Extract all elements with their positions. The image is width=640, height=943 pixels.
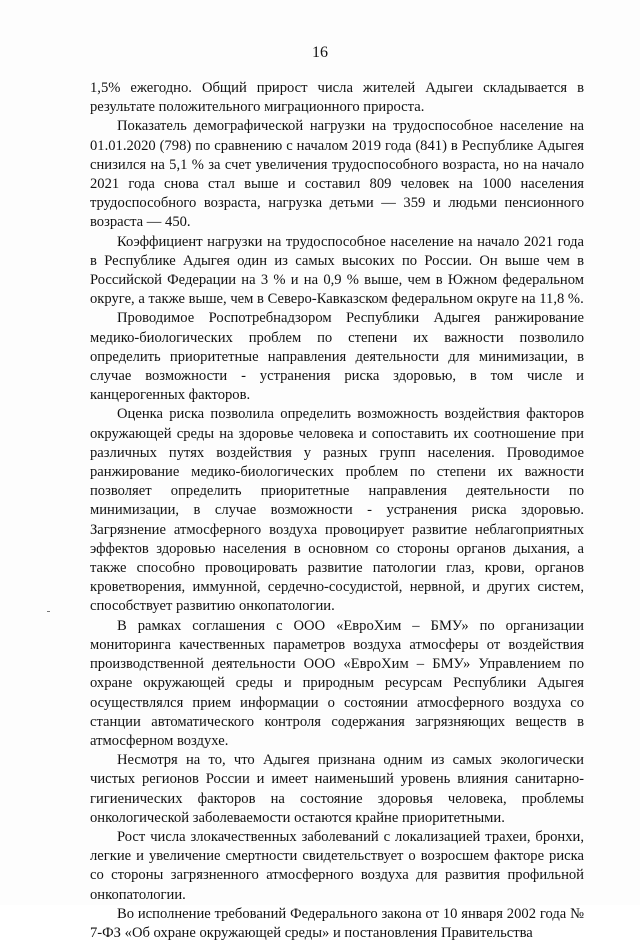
paragraph-demographic-load: Показатель демографической нагрузки на трудоспособное население на 01.01.2020 (798) по сравнению с началом 2019 года (841) в Республике Адыгея снизился на 5,1 % за счет увеличения трудоспособного возраста, но на начало 2021 года снова стал выше и составил 809 человек на 1000 населения трудоспособного возраста, нагрузка детьми — 359 и людьми пенсионного возраста — 450. [90, 118, 584, 231]
paragraph-risk-assessment: Оценка риска позволила определить возможность воздействия факторов окружающей среды на здоровье человека и сопоставить их соотношение при различных путях воздействия у разных групп населения. Проводимое ранжирование медико-биологических проблем по степени их важности позволяет определить приоритетные направления деятельности по минимизации, в случае возможности - устранения риска здоровью. Загрязнение атмосферного воздуха провоцирует развитие неблагоприятных эффектов здоровью населения в основном со стороны органов дыхания, а также способно провоцировать развитие патологии глаз, крови, органов кроветворения, иммунной, сердечно-сосудистой, нервной, и других систем, способствует развитию онкопатологии. [90, 406, 584, 615]
paragraph-cancer-growth: Рост числа злокачественных заболеваний с локализацией трахеи, бронхи, легкие и увеличение смертности свидетельствует о возросшем факторе риска со стороны загрязненного атмосферного воздуха для развития профильной онкопатологии. [90, 828, 584, 903]
paragraph-continuation: 1,5% ежегодно. Общий прирост числа жителей Адыгеи складывается в результате положительного миграционного прироста. [90, 80, 584, 116]
paragraph-oncology: Несмотря на то, что Адыгея признана одним из самых экологически чистых регионов России и имеет наименьший уровень влияния санитарно-гигиенических факторов на состояние здоровья человека, проблемы онкологической заболеваемости остаются крайне приоритетными. [90, 752, 584, 826]
body-text [90, 79, 584, 943]
page-number: 16 [312, 44, 328, 61]
paragraph-federal-law: Во исполнение требований Федерального закона от 10 января 2002 года № 7-ФЗ «Об охране окружающей среды» и постановления Правительства [90, 905, 584, 941]
paragraph-eurochem-agreement: В рамках соглашения с ООО «ЕвроХим – БМУ» по организации мониторинга качественных параметров воздуха атмосферы от воздействия производственной деятельности ООО «ЕвроХим – БМУ» Управлением по охране окружающей среды и природным ресурсам Республики Адыгея осуществлялся прием информации о состоянии атмосферного воздуха со станции автоматического контроля содержания загрязняющих веществ в атмосферном воздухе. [90, 617, 584, 749]
paragraph-load-coefficient: Коэффициент нагрузки на трудоспособное население на начало 2021 года в Республике Адыгея один из самых высоких по России. Он выше чем в Российской Федерации на 3 % и на 0,9 % выше, чем в Южном федеральном округе, а также выше, чем в Северо-Кавказском федеральном округе на 11,8 %. [90, 233, 584, 308]
paragraph-ranking: Проводимое Роспотребнадзором Республики Адыгея ранжирование медико-биологических проблем по степени их важности позволило определить приоритетные направления деятельности для минимизации, в случае возможности - устранения риска здоровью, в том числе и канцерогенных факторов. [90, 310, 584, 404]
margin-mark [47, 611, 50, 612]
